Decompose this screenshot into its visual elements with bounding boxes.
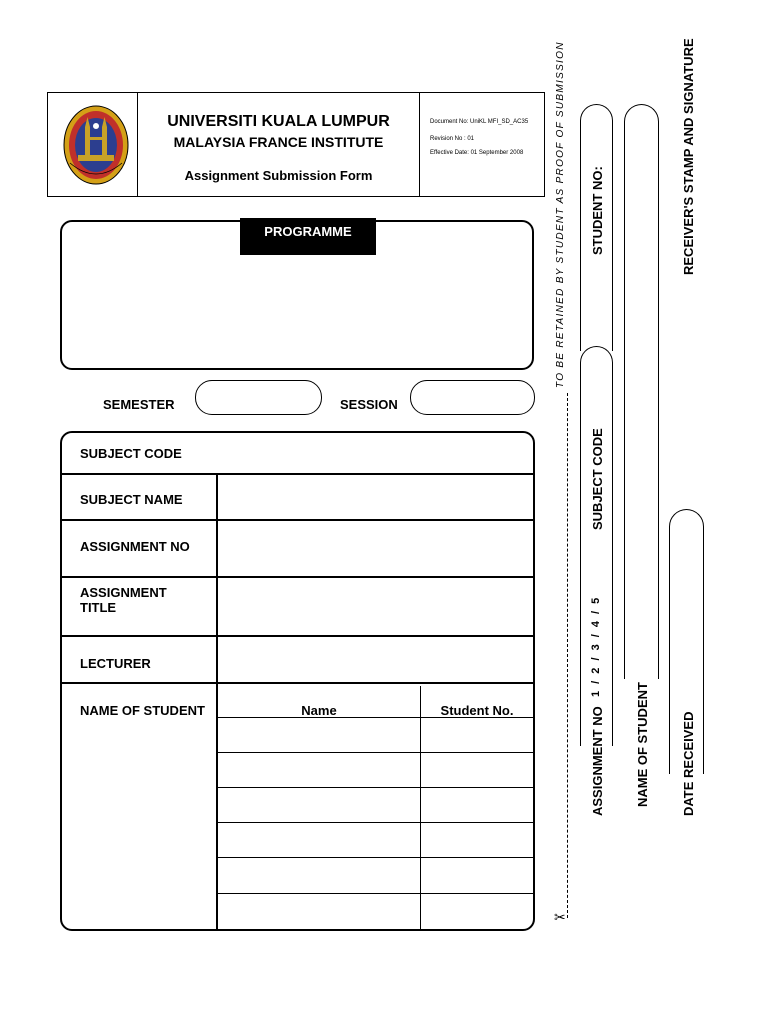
assignment-title-label [80,585,167,615]
subject-name-field[interactable] [219,476,533,517]
date-received-stub-label: DATE RECEIVED [681,711,696,816]
student-row-line [217,822,534,823]
form-title: Assignment Submission Form [184,168,373,183]
student-name-column-header: Name [301,703,337,718]
effective-date: Effective Date: 01 September 2008 [430,150,524,156]
university-name: UNIVERSITI KUALA LUMPUR [167,113,390,130]
student-row-line [217,787,534,788]
form-header [47,92,545,197]
programme-label: PROGRAMME [240,218,376,255]
assignment-title-line2: TITLE [80,600,117,615]
retain-note: TO BE RETAINED BY STUDENT AS PROOF OF SUBMISSION [555,41,566,388]
subject-code-stub-label: SUBJECT CODE [590,428,605,530]
student-number-field[interactable] [422,895,533,928]
assignment-no-label: ASSIGNMENT NO [80,539,190,554]
student-name-field[interactable] [219,754,419,786]
table-divider [60,576,535,578]
lecturer-label: LECTURER [80,656,151,671]
assignment-no-field[interactable] [219,522,533,574]
assignment-no-stub-label: ASSIGNMENT NO [590,706,605,816]
table-divider [60,519,535,521]
student-row-line [217,893,534,894]
student-table-header-line [217,717,534,718]
subject-name-label: SUBJECT NAME [80,492,183,507]
student-name-field[interactable] [219,895,419,928]
assignment-number-options: 1 / 2 / 3 / 4 / 5 [590,595,602,697]
title-cell [138,93,420,196]
semester-label: SEMESTER [103,397,175,412]
subject-code-label: SUBJECT CODE [80,446,182,461]
student-name-field[interactable] [219,789,419,821]
student-number-field[interactable] [422,789,533,821]
cut-line [567,393,568,918]
logo-cell [48,93,138,196]
student-row-line [217,752,534,753]
student-number-field[interactable] [422,754,533,786]
revision-number: Revision No : 01 [430,136,475,142]
student-number-field[interactable] [422,859,533,891]
student-name-field[interactable] [219,824,419,856]
name-of-student-stub-label: NAME OF STUDENT [635,682,650,807]
name-of-student-slot[interactable] [624,104,659,679]
table-divider [60,682,535,684]
assignment-title-line1: ASSIGNMENT [80,585,167,600]
table-divider [60,635,535,637]
assignment-title-field[interactable] [219,579,533,633]
student-number-column-header: Student No. [440,703,514,718]
institute-name: MALAYSIA FRANCE INSTITUTE [173,134,384,150]
student-name-field[interactable] [219,719,419,752]
scissors-icon: ✂ [554,909,566,925]
lecturer-field[interactable] [219,638,533,680]
table-column-divider [216,473,218,930]
university-logo [48,93,136,196]
student-row-line [217,857,534,858]
name-of-student-label: NAME OF STUDENT [80,703,205,718]
document-info [420,93,544,196]
student-number-field[interactable] [422,824,533,856]
student-number-stub-label: STUDENT NO: [590,166,605,255]
receiver-stamp-label: RECEIVER'S STAMP AND SIGNATURE [681,38,696,275]
semester-field[interactable] [195,380,322,415]
document-number: Document No: UniKL MFI_SD_AC35 [430,119,529,125]
table-divider [60,473,535,475]
session-field[interactable] [410,380,535,415]
student-number-field[interactable] [422,719,533,752]
session-label: SESSION [340,397,398,412]
student-name-field[interactable] [219,859,419,891]
